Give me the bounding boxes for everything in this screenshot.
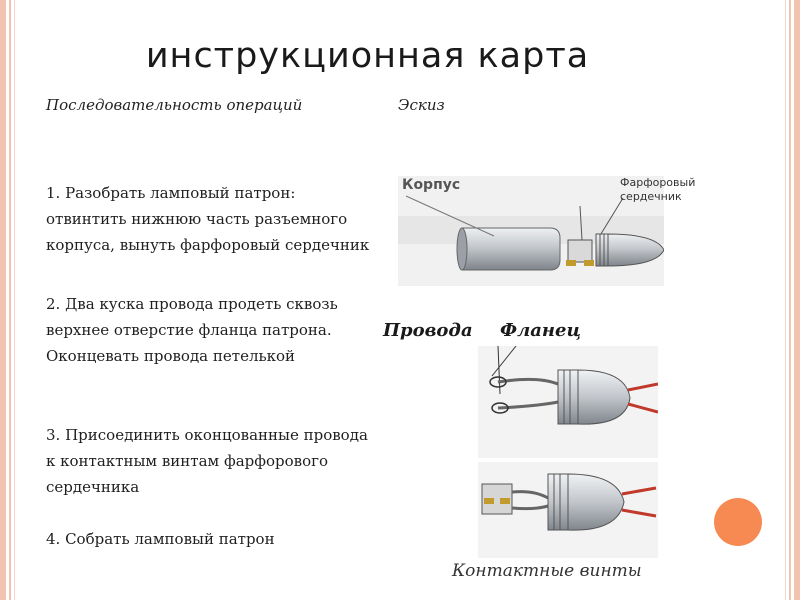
decor-stripe-left (0, 0, 6, 600)
slide-title: инструкционная карта (145, 36, 590, 76)
wires-label: Провода (383, 320, 473, 341)
contact-screws-label: Контактные винты (452, 561, 642, 581)
wires-to-contact-screws-image (478, 462, 658, 558)
decor-circle (714, 498, 762, 546)
porcelain-core-label: Фарфоровый сердечник (620, 176, 696, 203)
wires-through-flange-image (478, 346, 658, 458)
flange-label: Фланец (500, 320, 581, 341)
decor-stripe-left (14, 0, 15, 600)
step-2: 2. Два куска провода продеть сквозь верхнее отверстие фланца патрона. Оконцевать провода петелькой (46, 295, 338, 365)
housing-label: Корпус (402, 177, 461, 193)
step-4: 4. Собрать ламповый патрон (46, 530, 275, 548)
step-3: 3. Присоединить оконцованные провода к контактным винтам фарфорового сердечника (46, 426, 368, 496)
sketch-header: Эскиз (398, 96, 445, 114)
decor-stripe-right (785, 0, 786, 600)
decor-stripe-right (789, 0, 791, 600)
decor-stripe-left (9, 0, 11, 600)
decor-stripe-right (794, 0, 800, 600)
operations-header: Последовательность операций (46, 96, 303, 114)
step-1: 1. Разобрать ламповый патрон: отвинтить нижнюю часть разъемного корпуса, вынуть фарфоровый сердечник (46, 184, 370, 254)
